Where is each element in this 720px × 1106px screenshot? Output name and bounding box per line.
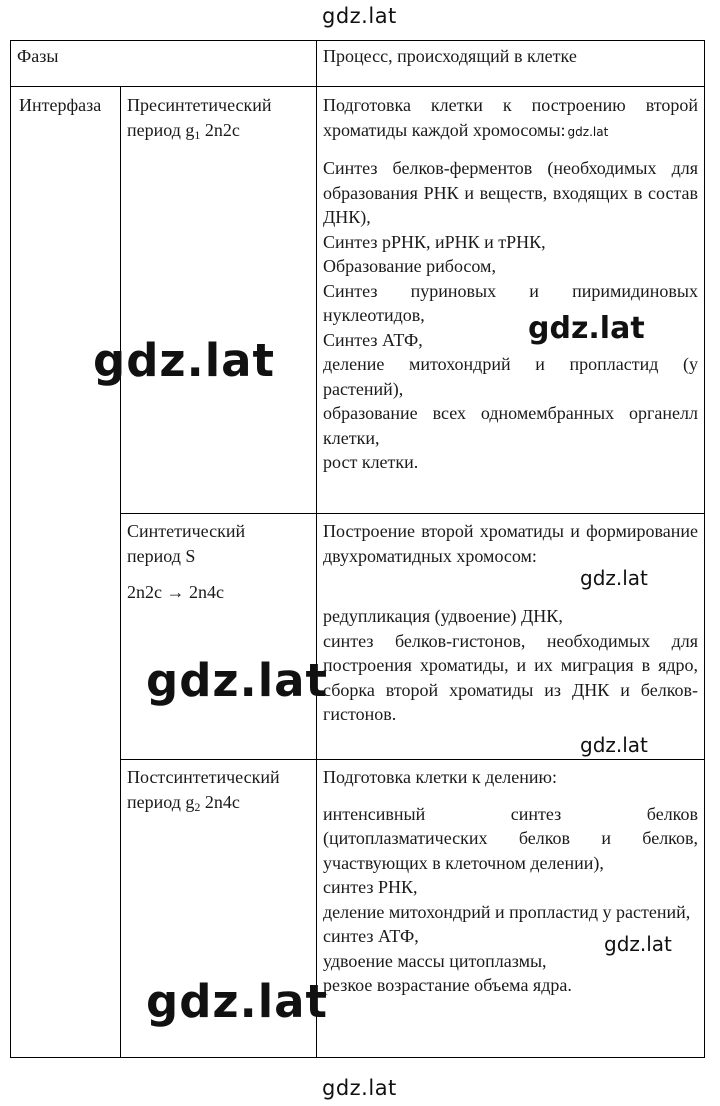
synthetic-period-cell [121,514,317,760]
table-row [11,87,705,514]
interphase-label: Интерфаза [19,95,102,115]
list-item: Синтез АТФ, [323,329,423,350]
postsynthetic-name-line1: Постсинтетический [127,767,280,787]
synthetic-list [323,604,698,727]
postsynthetic-period-name [121,760,316,814]
postsynthetic-name-prefix: период g [127,791,195,812]
postsynthetic-name-sub: 2 [194,799,201,814]
watermark-overlay: gdz.lat [93,334,276,387]
watermark-overlay: gdz.lat [580,733,648,757]
watermark-overlay: gdz.lat [528,311,645,346]
presynthetic-period-cell [121,87,317,514]
synthetic-process-cell [317,514,705,760]
header-row [11,41,705,87]
watermark-overlay: gdz.lat [580,566,648,590]
header-process [317,41,705,87]
watermark-inline: gdz.lat [567,124,609,139]
watermark-bottom: gdz.lat [322,1076,397,1100]
presynthetic-process-cell [317,87,705,514]
list-item: удвоение массы цитоплазмы, [323,950,547,971]
list-item: деление митохондрий и пропластид (у растений), [323,354,699,399]
list-item: деление митохондрий и пропластид у растений, [323,901,691,922]
list-item: образование всех одномембранных органелл клетки, [323,403,699,448]
presynthetic-name-suffix: 2n2c [200,119,240,140]
presynthetic-name-sub: 1 [194,127,201,142]
postsynthetic-intro: Подготовка клетки к делению: [323,767,557,787]
header-phases-text: Фазы [17,46,59,66]
list-item: Синтез пуриновых и пиримидиновых нуклеотидов, [323,280,699,325]
presynthetic-name-prefix: период g [127,119,195,140]
list-item: резкое возрастание объема ядра. [323,975,572,995]
presynthetic-name-line1: Пресинтетический [127,95,272,115]
watermark-overlay: gdz.lat [146,975,329,1028]
presynthetic-period-name [121,87,316,142]
cell-cycle-table [10,40,705,1058]
list-item: Образование рибосом, [323,256,496,276]
synthetic-formula: 2n2c → 2n4c [127,582,224,602]
watermark-top: gdz.lat [322,4,397,28]
watermark-overlay: gdz.lat [604,932,672,956]
list-item: синтез РНК, [323,877,418,897]
synthetic-intro: Построение второй хроматиды и формирование двухроматидных хромосом: [323,521,699,566]
list-item: редупликация (удвоение) ДНК, [323,606,563,626]
synthetic-name-line2: период S [127,545,196,566]
header-process-text: Процесс, происходящий в клетке [323,46,577,66]
postsynthetic-name-suffix: 2n4c [200,791,240,812]
synthetic-name-line1: Синтетический [127,521,246,541]
list-item: интенсивный синтез белков (цитоплазматических белков и белков, участвующих в клеточном делении), [323,803,699,873]
list-item: Синтез рРНК, иРНК и тРНК, [323,231,546,252]
presynthetic-intro: Подготовка клетки к построению второй хроматиды каждой хромосомы: gdz.lat [323,95,699,140]
list-item: синтез АТФ, [323,926,419,946]
interphase-cell [11,87,121,1058]
watermark-overlay: gdz.lat [146,654,329,707]
postsynthetic-process-cell [317,760,705,1058]
synthetic-period-name [121,514,316,605]
list-item: Синтез белков-ферментов (необходимых для образования РНК и веществ, входящих в состав ДНК), [323,158,699,227]
list-item: рост клетки. [323,452,419,472]
list-item: синтез белков-гистонов, необходимых для построения хроматиды, и их миграция в ядро, сборка второй хроматиды из ДНК и белков-гистонов. [323,630,699,724]
postsynthetic-list [323,802,698,998]
header-phases [11,41,317,87]
